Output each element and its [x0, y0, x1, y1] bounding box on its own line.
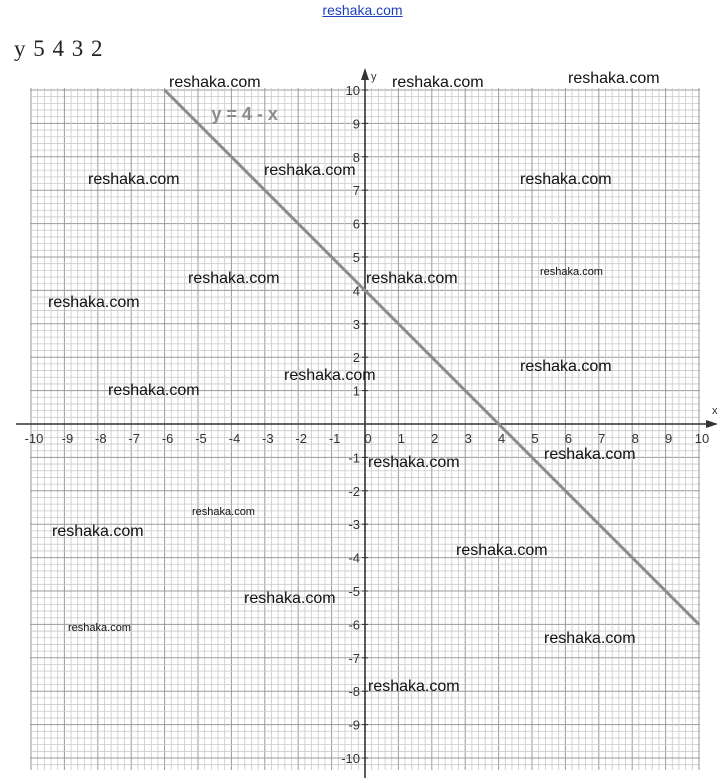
x-tick-label: -2 [295, 431, 307, 446]
watermark-text: reshaka.com [456, 542, 548, 559]
y-tick-label: -2 [348, 483, 360, 499]
series-label: y = 4 - x [211, 104, 278, 125]
x-tick-label: 8 [631, 431, 639, 446]
y-tick-label: 6 [352, 216, 360, 232]
y-tick-label: 4 [352, 283, 360, 299]
y-tick-label: -8 [348, 684, 360, 700]
y-tick-label: 3 [352, 316, 360, 332]
x-tick-label: 5 [531, 431, 539, 446]
x-tick-label: 2 [431, 431, 439, 446]
watermark-text: reshaka.com [264, 162, 356, 179]
x-tick-label: -4 [228, 431, 241, 446]
x-tick-label: -8 [95, 431, 107, 446]
y-tick-label: 9 [352, 116, 360, 132]
x-tick-label: 0 [364, 431, 372, 446]
x-tick-label: 7 [598, 431, 606, 446]
x-tick-label: -3 [262, 431, 274, 446]
watermark-text: reshaka.com [169, 74, 261, 91]
x-tick-label: -5 [195, 431, 207, 446]
watermark-text: reshaka.com [368, 678, 460, 695]
x-tick-label: 1 [397, 431, 406, 446]
x-tick-label: -1 [328, 431, 341, 446]
watermark-text: reshaka.com [52, 523, 144, 540]
watermark-text: reshaka.com [68, 622, 131, 634]
x-tick-label: 6 [564, 431, 573, 446]
watermark-text: reshaka.com [544, 630, 636, 647]
x-tick-label: 10 [694, 431, 710, 446]
x-tick-label: 3 [464, 431, 472, 446]
y-tick-label: -3 [348, 517, 360, 533]
watermark-text: reshaka.com [368, 454, 460, 471]
watermark-text: reshaka.com [244, 590, 336, 607]
x-axis-arrow [706, 420, 718, 428]
site-link[interactable]: reshaka.com [322, 2, 403, 18]
x-tick-label: -7 [128, 431, 140, 446]
y-tick-label: -5 [348, 584, 360, 599]
x-tick-label: -10 [24, 431, 44, 446]
page-heading: y 5 4 3 2 [14, 36, 103, 61]
watermark-text: reshaka.com [520, 171, 612, 188]
y-tick-label: -7 [348, 650, 360, 666]
watermark-text: reshaka.com [520, 358, 612, 375]
x-tick-label: -9 [61, 431, 74, 446]
y-tick-label: -1 [348, 450, 360, 466]
watermark-text: reshaka.com [48, 294, 140, 311]
y-axis-arrow [361, 68, 369, 80]
y-tick-label: 8 [352, 149, 360, 165]
x-tick-label: 9 [664, 431, 673, 446]
y-tick-label: 10 [345, 83, 360, 98]
y-tick-label: -6 [348, 617, 360, 633]
y-tick-label: 7 [352, 183, 360, 199]
watermark-text: reshaka.com [568, 70, 660, 87]
watermark-text: reshaka.com [392, 74, 484, 91]
y-axis-label: y [371, 71, 377, 83]
watermark-text: reshaka.com [192, 506, 255, 518]
x-axis-label: x [712, 405, 718, 417]
watermark-text: reshaka.com [108, 382, 200, 399]
y-tick-label: -4 [348, 550, 360, 566]
y-tick-label: 2 [352, 350, 360, 366]
y-tick-label: -10 [341, 751, 360, 766]
watermark-text: reshaka.com [366, 270, 458, 287]
watermark-text: reshaka.com [88, 171, 180, 188]
x-tick-label: 4 [497, 431, 506, 446]
watermark-text: reshaka.com [188, 270, 280, 287]
watermark-text: reshaka.com [284, 367, 376, 384]
watermark-text: reshaka.com [544, 446, 636, 463]
y-tick-label: 5 [352, 250, 360, 265]
x-tick-label: -6 [161, 431, 174, 446]
watermark-text: reshaka.com [540, 266, 603, 278]
y-tick-label: -9 [348, 717, 360, 733]
y-tick-label: 1 [352, 383, 360, 399]
